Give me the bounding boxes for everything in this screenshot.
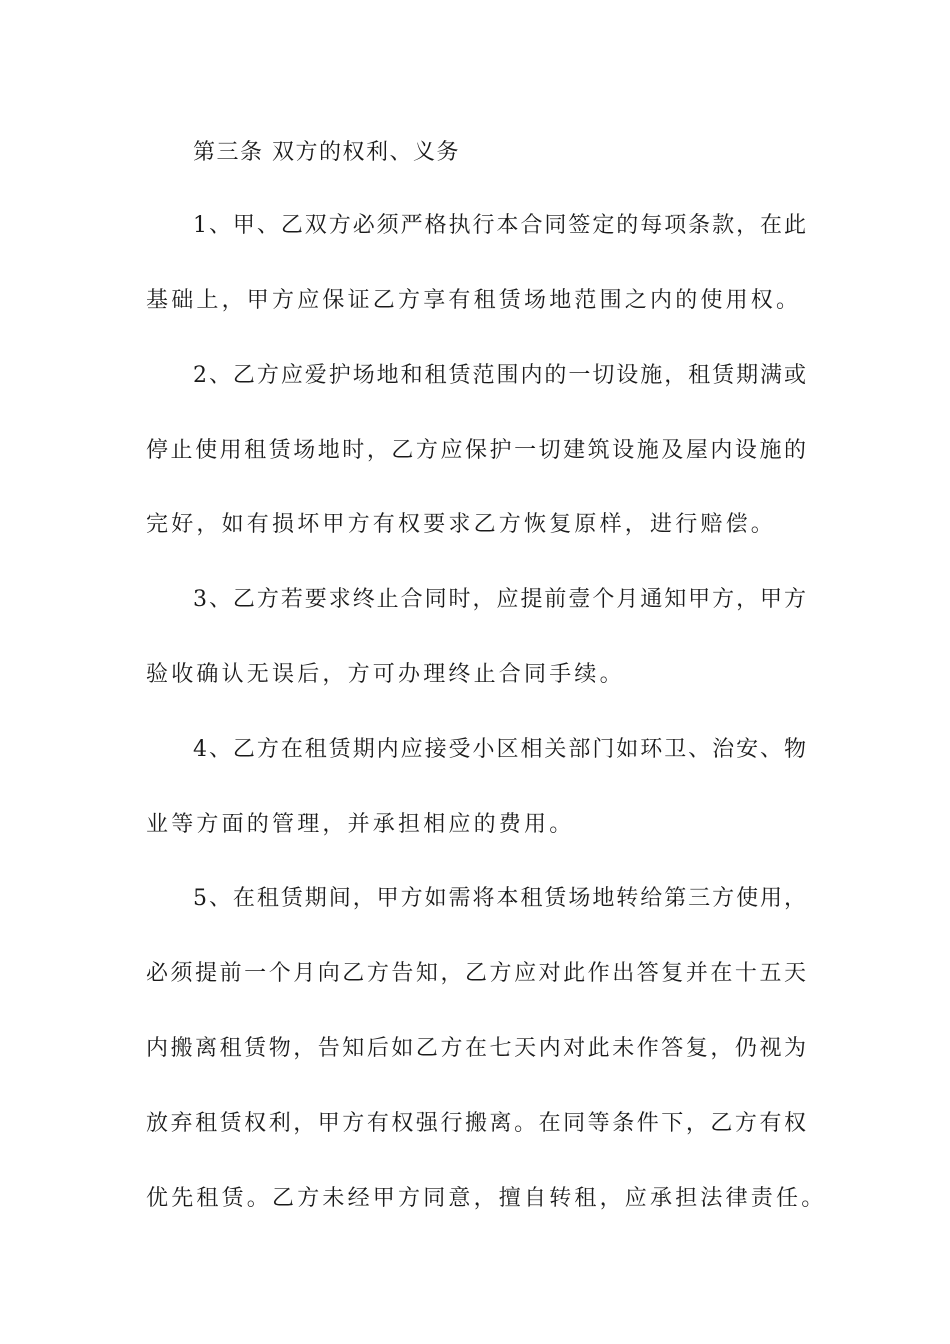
paragraph-5-line-4: 放弃租赁权利，甲方有权强行搬离。在同等条件下，乙方有权 <box>146 1111 806 1136</box>
paragraph-3-line-1: 3、乙方若要求终止合同时，应提前壹个月通知甲方，甲方 <box>193 587 806 612</box>
paragraph-5-line-1: 5、在租赁期间，甲方如需将本租赁场地转给第三方使用， <box>193 886 806 911</box>
paragraph-1-line-1: 1、甲、乙双方必须严格执行本合同签定的每项条款，在此 <box>193 213 806 238</box>
paragraph-1-line-2: 基础上，甲方应保证乙方享有租赁场地范围之内的使用权。 <box>146 288 802 313</box>
paragraph-4-line-1: 4、乙方在租赁期内应接受小区相关部门如环卫、治安、物 <box>193 737 806 762</box>
paragraph-2-line-2: 停止使用租赁场地时，乙方应保护一切建筑设施及屋内设施的 <box>146 438 806 463</box>
paragraph-5-line-2: 必须提前一个月向乙方告知，乙方应对此作出答复并在十五天 <box>146 961 806 986</box>
section-title: 第三条 双方的权利、义务 <box>193 140 460 165</box>
paragraph-3-line-2: 验收确认无误后，方可办理终止合同手续。 <box>146 662 625 687</box>
paragraph-2-line-3: 完好，如有损坏甲方有权要求乙方恢复原样，进行赔偿。 <box>146 512 777 537</box>
paragraph-4-line-2: 业等方面的管理，并承担相应的费用。 <box>146 812 575 837</box>
paragraph-5-line-3: 内搬离租赁物，告知后如乙方在七天内对此未作答复，仍视为 <box>146 1036 806 1061</box>
paragraph-2-line-1: 2、乙方应爱护场地和租赁范围内的一切设施，租赁期满或 <box>193 363 806 388</box>
paragraph-5-line-5: 优先租赁。乙方未经甲方同意，擅自转租，应承担法律责任。 <box>146 1186 827 1211</box>
